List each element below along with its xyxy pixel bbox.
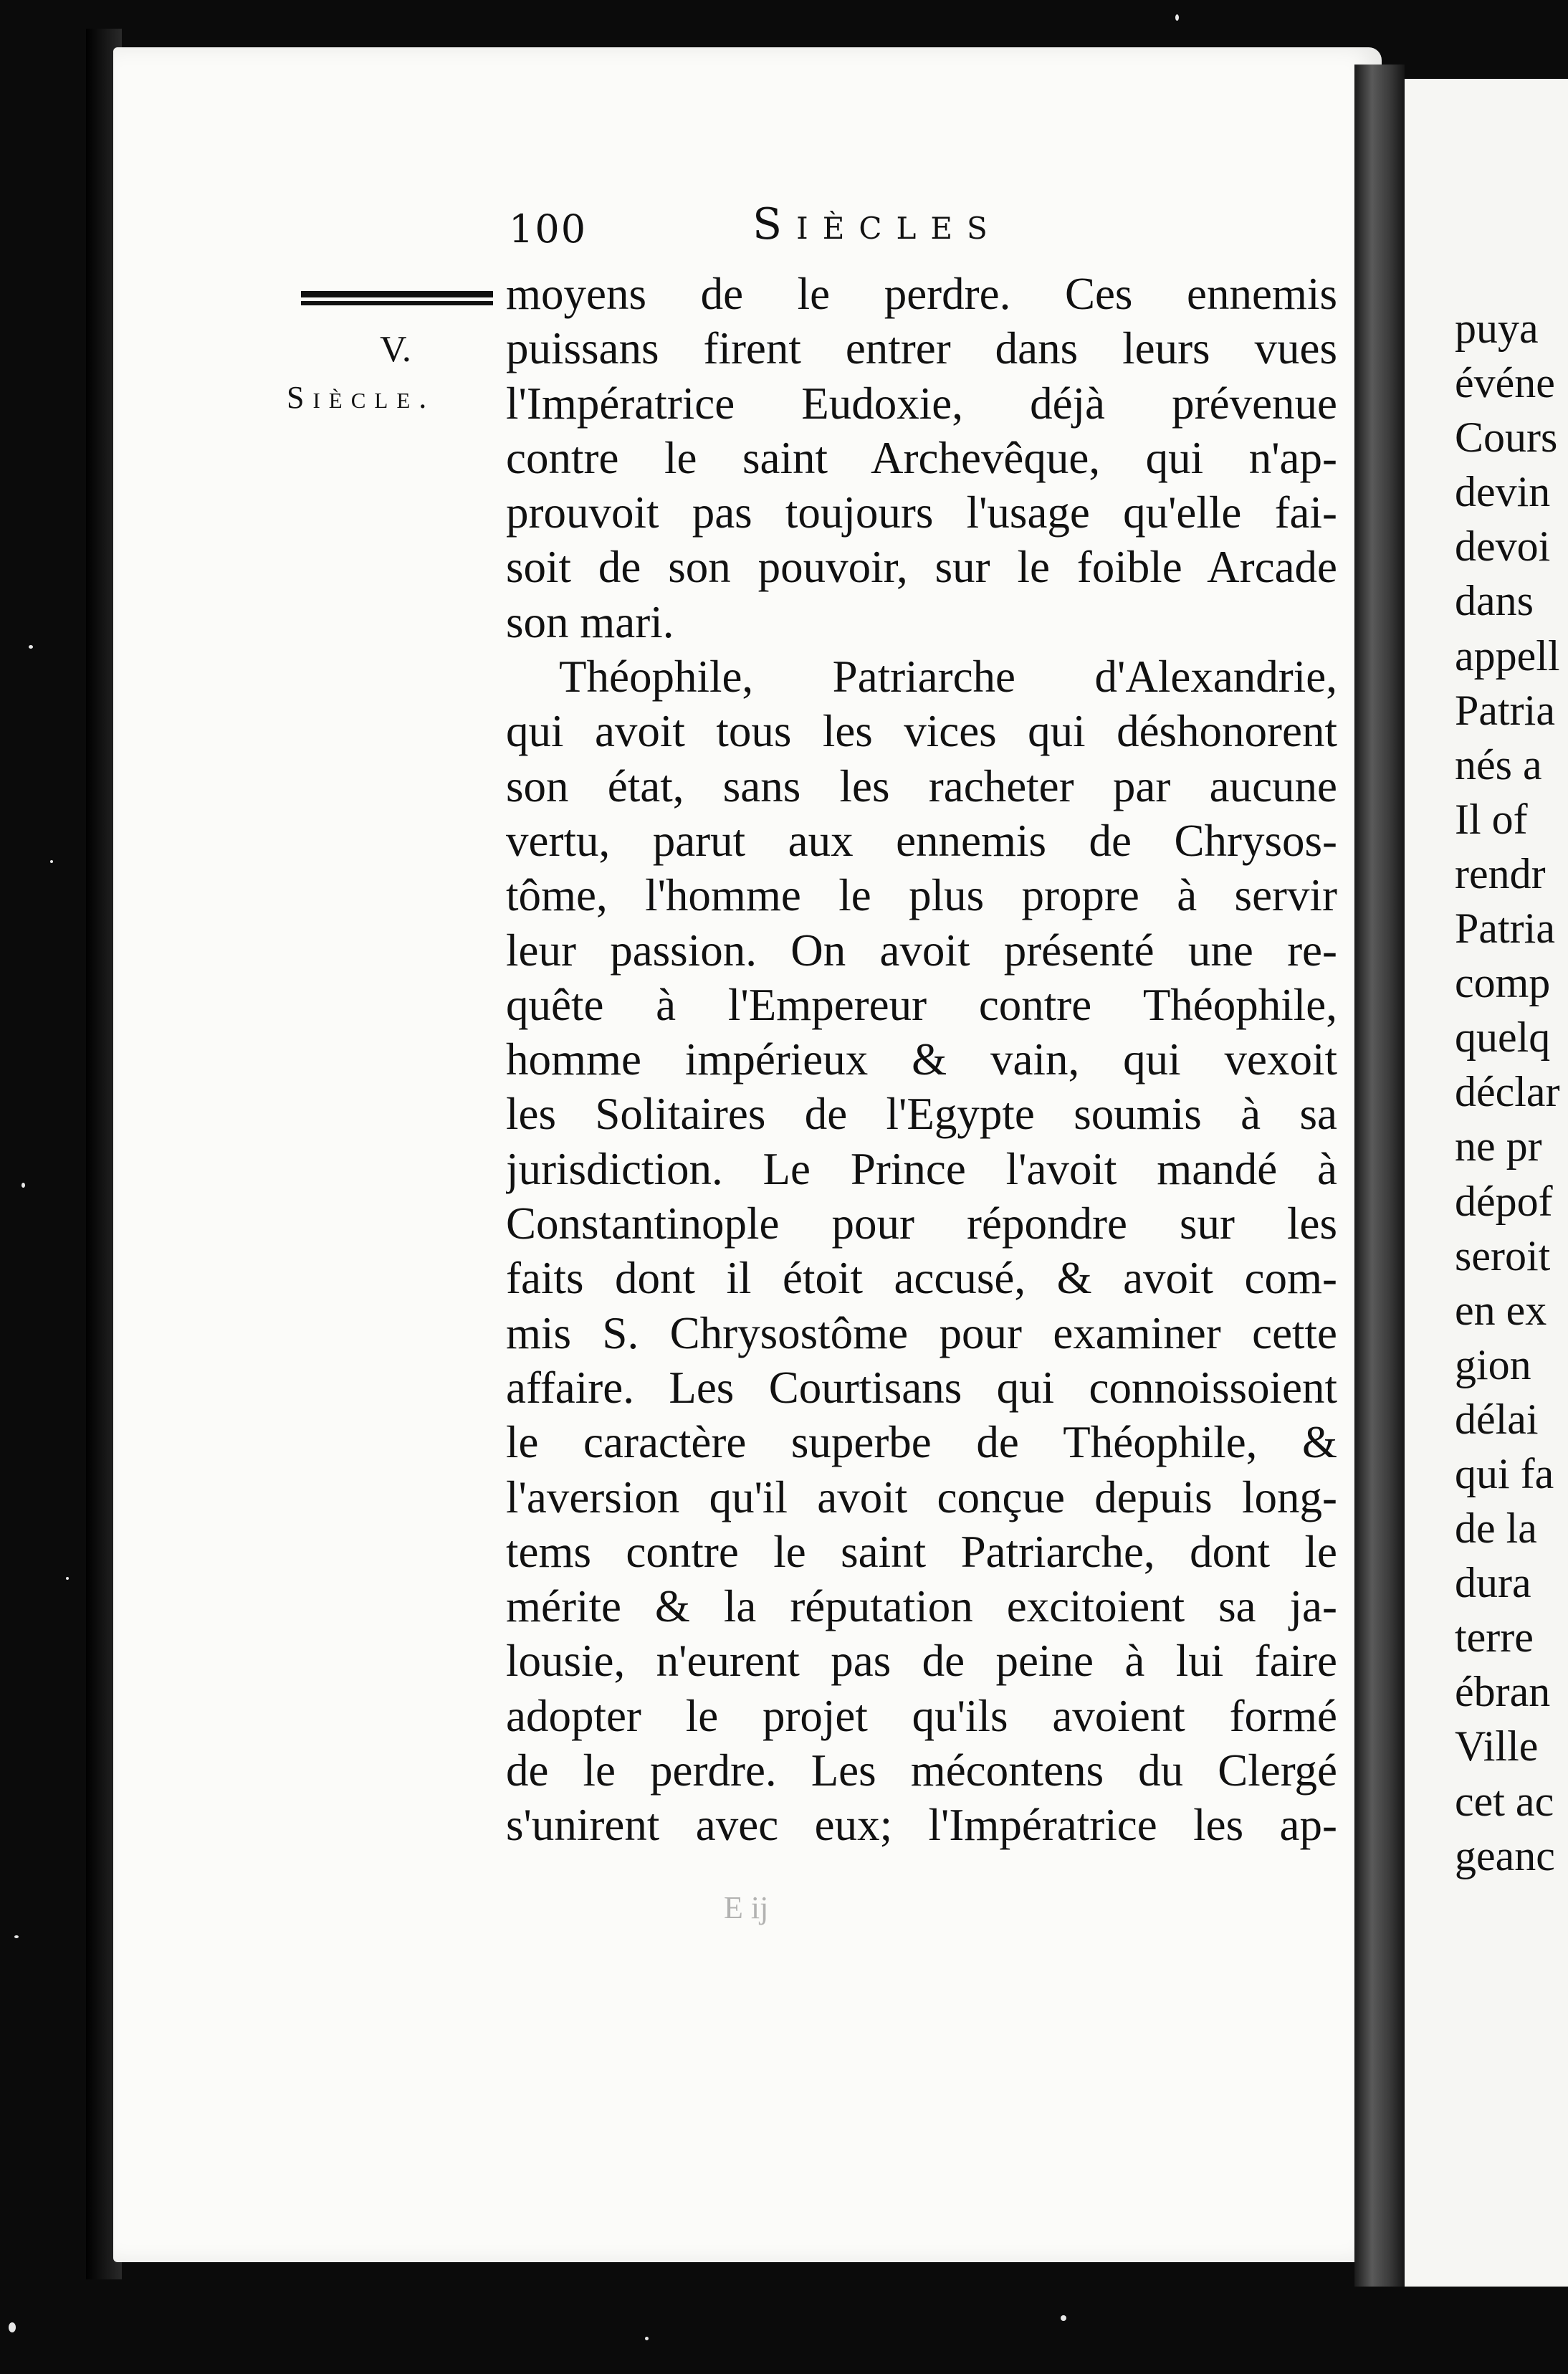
right-text-line: terre — [1455, 1613, 1534, 1662]
right-text-line: Ville — [1455, 1722, 1539, 1770]
dust-speck — [29, 645, 33, 649]
text-line: s'unirent avec eux; l'Impératrice les ap- — [506, 1800, 1337, 1851]
rule-thick — [301, 291, 493, 297]
right-text-line: Patria — [1455, 905, 1555, 953]
right-text-line: de la — [1455, 1505, 1537, 1553]
right-text-line: puya — [1455, 305, 1539, 352]
text-line: l'aversion qu'il avoit conçue depuis long- — [506, 1472, 1337, 1522]
text-line: mérite & la réputation excitoient sa ja- — [506, 1581, 1337, 1632]
right-text-line: ne pr — [1455, 1122, 1542, 1171]
right-text-line: événe — [1455, 359, 1555, 407]
right-text-line: Patria — [1455, 686, 1555, 734]
text-line: qui avoit tous les vices qui déshonorent — [506, 706, 1337, 757]
right-text-line: dura — [1455, 1559, 1531, 1607]
book-gutter — [1354, 65, 1405, 2287]
dust-speck — [66, 1577, 69, 1580]
right-text-line: devoi — [1455, 523, 1551, 571]
text-line: contre le saint Archevêque, qui n'ap- — [506, 432, 1337, 483]
text-line: mis S. Chrysostôme pour examiner cette — [506, 1307, 1337, 1358]
right-text-line: appell — [1455, 631, 1560, 680]
dust-speck — [9, 2322, 16, 2332]
century-margin-note — [287, 328, 502, 416]
century-numeral: V. — [380, 329, 411, 370]
dust-speck — [645, 2337, 649, 2340]
margin-double-rule — [301, 290, 493, 308]
right-text-line: nés a — [1455, 740, 1542, 788]
right-text-line: comp — [1455, 959, 1551, 1007]
text-line: puissans firent entrer dans leurs vues — [506, 323, 1337, 374]
text-line: le caractère superbe de Théophile, & — [506, 1417, 1337, 1468]
text-line: homme impérieux & vain, qui vexoit — [506, 1034, 1337, 1085]
rule-thin — [301, 301, 493, 305]
right-text-line: rendr — [1455, 849, 1546, 897]
text-line: son état, sans les racheter par aucune — [506, 761, 1337, 811]
century-word: Siècle. — [287, 380, 436, 415]
right-text-line: qui fa — [1455, 1449, 1554, 1497]
signature-mark: E ij — [724, 1890, 769, 1925]
right-text-line: délai — [1455, 1395, 1539, 1443]
right-text-line: geanc — [1455, 1831, 1555, 1879]
text-line: tôme, l'homme le plus propre à servir — [506, 870, 1337, 921]
right-text-line: Il of — [1455, 795, 1528, 843]
text-line: soit de son pouvoir, sur le foible Arcade — [506, 542, 1337, 593]
right-text-line: dépof — [1455, 1177, 1553, 1225]
right-text-line: devin — [1455, 468, 1551, 516]
dust-speck — [50, 860, 53, 863]
right-text-line: ébran — [1455, 1668, 1551, 1716]
text-line: leur passion. On avoit présenté une re- — [506, 925, 1337, 976]
right-page-text — [1455, 301, 1568, 1883]
text-line: adopter le projet qu'ils avoient formé — [506, 1690, 1337, 1741]
text-line: jurisdiction. Le Prince l'avoit mandé à — [506, 1143, 1337, 1194]
text-line: son mari. — [506, 596, 674, 647]
right-text-line: en ex — [1455, 1286, 1547, 1334]
text-line: prouvoit pas toujours l'usage qu'elle fai- — [506, 487, 1337, 538]
dust-speck — [14, 1935, 19, 1938]
running-title: Siècles — [752, 199, 1002, 249]
page-number: 100 — [509, 206, 588, 252]
running-head — [509, 199, 1082, 257]
dust-speck — [21, 1183, 25, 1188]
right-text-line: quelq — [1455, 1014, 1551, 1062]
right-text-line: déclar — [1455, 1068, 1560, 1116]
text-line: Constantinople pour répondre sur les — [506, 1198, 1337, 1249]
right-text-line: seroit — [1455, 1231, 1551, 1279]
text-line: faits dont il étoit accusé, & avoit com- — [506, 1253, 1337, 1304]
text-line: lousie, n'eurent pas de peine à lui faire — [506, 1636, 1337, 1687]
text-line: vertu, parut aux ennemis de Chrysos- — [506, 815, 1337, 866]
main-text-block — [506, 267, 1337, 1853]
text-line: quête à l'Empereur contre Théophile, — [506, 979, 1337, 1030]
dust-speck — [1175, 14, 1179, 21]
text-line: affaire. Les Courtisans qui connoissoient — [506, 1362, 1337, 1413]
text-line: de le perdre. Les mécontens du Clergé — [506, 1745, 1337, 1796]
text-line: moyens de le perdre. Ces ennemis — [506, 269, 1337, 319]
text-line: les Solitaires de l'Egypte soumis à sa — [506, 1089, 1337, 1140]
text-line: l'Impératrice Eudoxie, déjà prévenue — [506, 378, 1337, 429]
right-text-line: gion — [1455, 1340, 1531, 1388]
text-line: tems contre le saint Patriarche, dont le — [506, 1526, 1337, 1577]
paragraph-start-line: Théophile, Patriarche d'Alexandrie, — [559, 652, 1337, 702]
right-text-line: Cours — [1455, 414, 1558, 462]
right-text-line: dans — [1455, 577, 1534, 625]
dust-speck — [1061, 2315, 1066, 2321]
right-text-line: cet ac — [1455, 1777, 1554, 1825]
